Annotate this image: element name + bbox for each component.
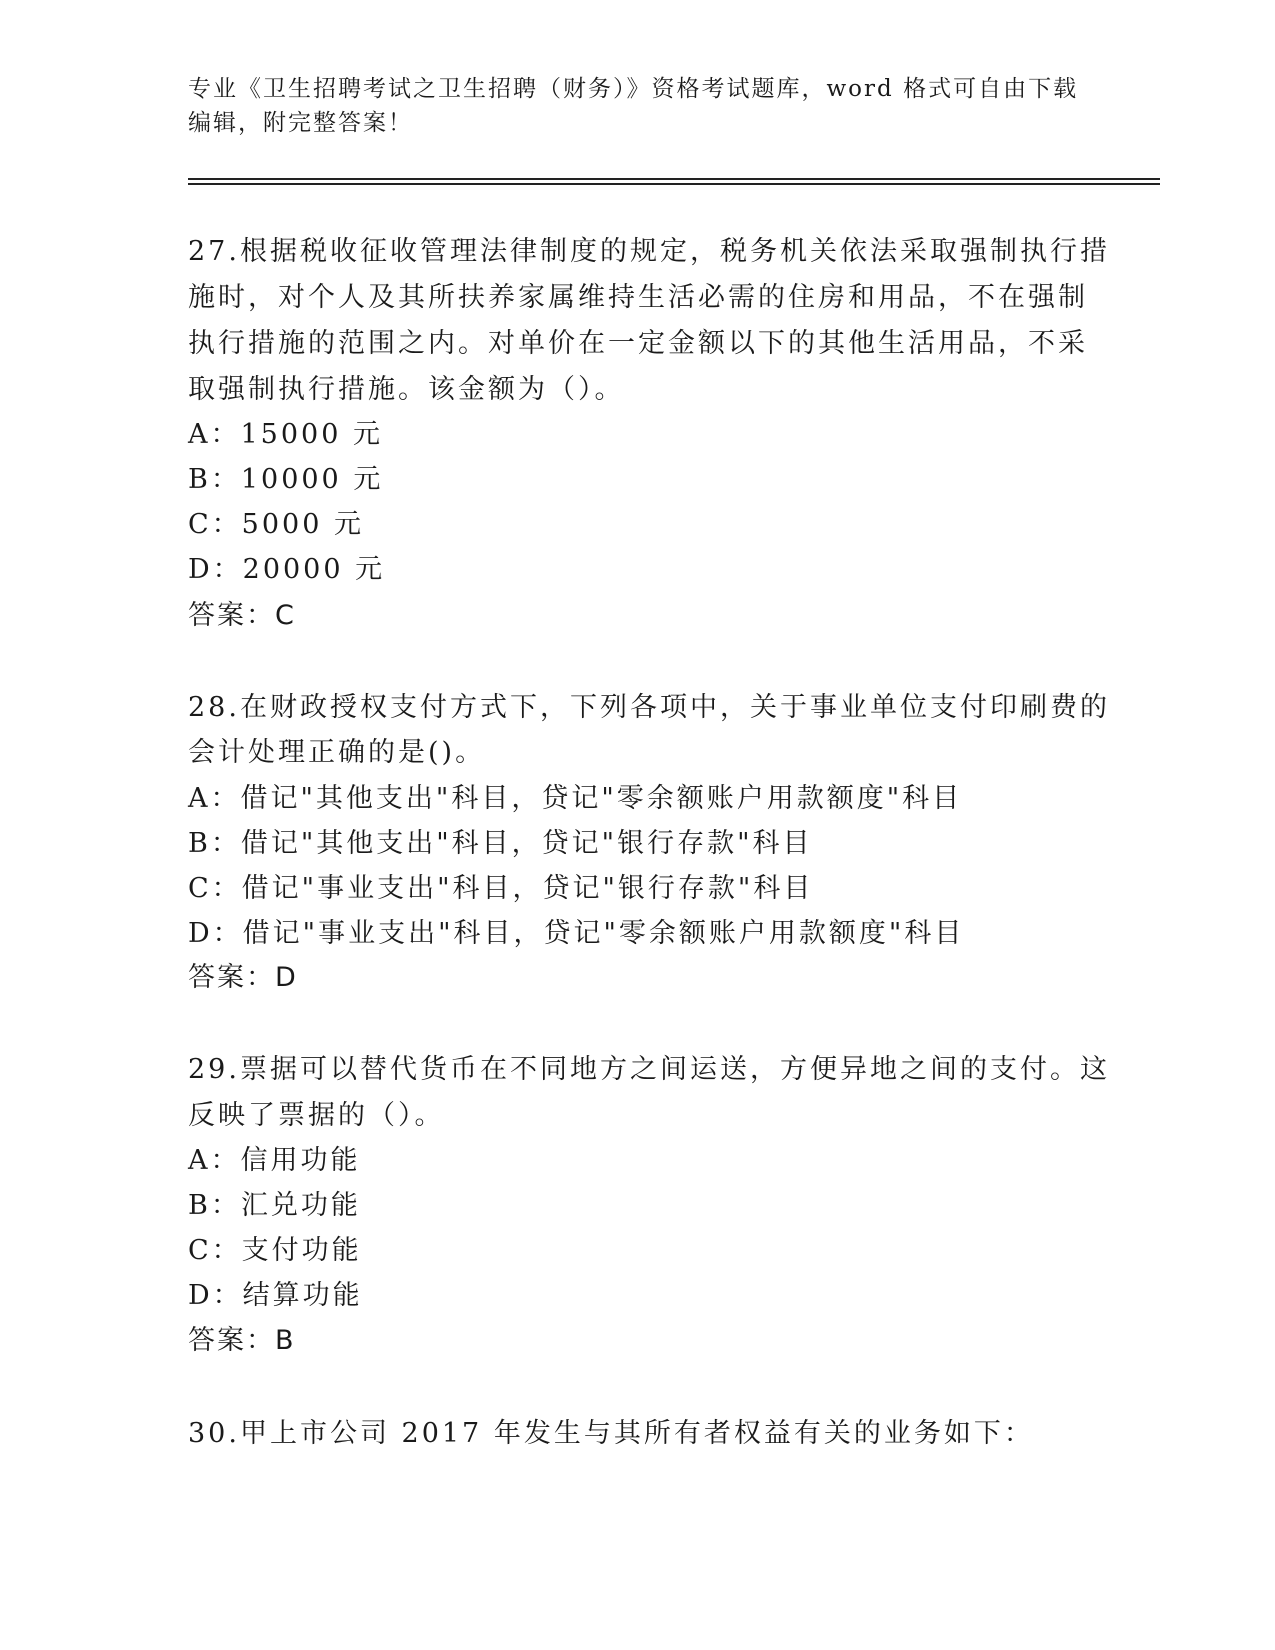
option-a: A：借记"其他支出"科目，贷记"零余额账户用款额度"科目 [188, 783, 963, 814]
option-a: A：信用功能 [188, 1145, 361, 1176]
option-d: D：20000 元 [188, 554, 386, 585]
option-c: C：借记"事业支出"科目，贷记"银行存款"科目 [188, 873, 814, 904]
question-stem-line: 反映了票据的（）。 [188, 1100, 445, 1131]
question-stem-line: 施时，对个人及其所扶养家属维持生活必需的住房和用品，不在强制 [188, 282, 1088, 313]
header-divider-top [188, 178, 1160, 180]
option-a: A：15000 元 [188, 419, 383, 450]
option-c: C：5000 元 [188, 509, 364, 540]
question-stem-line: 30.甲上市公司 2017 年发生与其所有者权益有关的业务如下： [188, 1418, 1034, 1449]
answer: 答案：D [188, 962, 298, 993]
option-b: B：10000 元 [188, 464, 384, 495]
option-c: C：支付功能 [188, 1235, 362, 1266]
header-line-1: 专业《卫生招聘考试之卫生招聘（财务）》资格考试题库，word 格式可自由下载 [188, 76, 1079, 102]
question-stem-line: 取强制执行措施。该金额为（）。 [188, 374, 625, 405]
document-header [188, 72, 1088, 140]
question-stem-line: 27.根据税收征收管理法律制度的规定，税务机关依法采取强制执行措 [188, 236, 1110, 267]
option-d: D：借记"事业支出"科目，贷记"零余额账户用款额度"科目 [188, 918, 965, 949]
question-stem-line: 29.票据可以替代货币在不同地方之间运送，方便异地之间的支付。这 [188, 1054, 1110, 1085]
answer: 答案：B [188, 1325, 296, 1356]
option-b: B：借记"其他支出"科目，贷记"银行存款"科目 [188, 828, 813, 859]
question-stem-line: 会计处理正确的是()。 [188, 737, 486, 768]
header-divider-bottom [188, 183, 1160, 185]
option-b: B：汇兑功能 [188, 1190, 361, 1221]
header-line-2: 编辑，附完整答案！ [188, 110, 413, 136]
question-stem-line: 执行措施的范围之内。对单价在一定金额以下的其他生活用品，不采 [188, 328, 1088, 359]
answer: 答案：C [188, 600, 296, 631]
question-stem-line: 28.在财政授权支付方式下，下列各项中，关于事业单位支付印刷费的 [188, 692, 1110, 723]
option-d: D：结算功能 [188, 1280, 363, 1311]
